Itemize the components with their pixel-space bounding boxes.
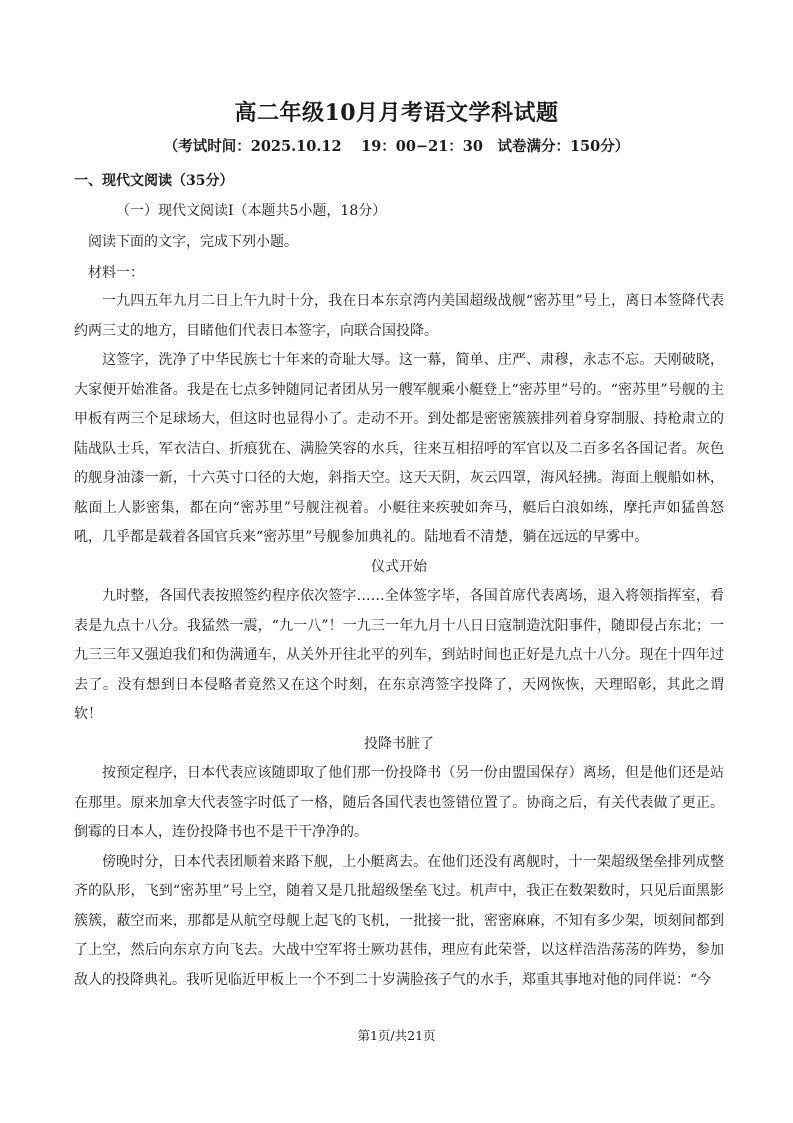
sub-section-heading: （一）现代文阅读Ⅰ（本题共5小题，18分） (116, 203, 387, 219)
passage-paragraph-3: 九时整，各国代表按照签约程序依次签字……全体签字毕，各国首席代表离场，退入将领指挥室，看表是九点十八分。我猛然一震，“九一八”！一九三一年九月十八日日寇制造沈阳事件，随即侵占东北；一九三三年又强迫我们和伪满通车，从关外开往北平的列车，到站时间也正好是九点十八分。现在十四年过去了。没有想到日本侵略者竟然又在这个时刻，在东京湾签字投降了，天网恢恢，天理昭彰，其此之谓软！ (74, 588, 724, 722)
passage-body (74, 287, 724, 995)
material-label: 材料一： (88, 265, 144, 281)
passage-paragraph-4: 按预定程序，日本代表应该随即取了他们那一份投降书（另一份由盟国保存）离场，但是他们还是站在那里。原来加拿大代表签字时低了一格，随后各国代表也签错位置了。协商之后，有关代表做了更正。倒霉的日本人，连份投降书也不是干干净净的。 (74, 765, 724, 840)
exam-title: 高二年级10月月考语文学科试题 (234, 100, 559, 126)
passage-subheading-surrender-doc: 投降书脏了 (364, 735, 434, 752)
section-heading: 一、现代文阅读（35分） (74, 173, 234, 189)
passage-paragraph-5: 傍晚时分，日本代表团顺着来路下舰，上小艇离去。在他们还没有离舰时，十一架超级堡垒排列成整齐的队形，飞到“密苏里”号上空，随着又是几批超级堡垒飞过。机声中，我正在数架数时，只见后面黑影簇簇，蔽空而来，那都是从航空母舰上起飞的飞机，一批接一批，密密麻麻，不知有多少架，顷刻间都到了上空，然后向东京方向飞去。大战中空军将士厥功甚伟，理应有此荣誉，以这样浩浩荡荡的阵势，参加敌人的投降典礼。我听见临近甲板上一个不到二十岁满脸孩子气的水手，郑重其事地对他的同伴说：“今 (74, 853, 724, 988)
passage-subheading-ceremony: 仪式开始 (371, 558, 427, 575)
exam-subtitle: （考试时间：2025.10.12 19：00−21：30 试卷满分：150分） (163, 138, 630, 155)
passage-paragraph-1: 一九四五年九月二日上午九时十分，我在日本东京湾内美国超级战舰“密苏里”号上，离日本签降代表约两三丈的地方，目睹他们代表日本签字，向联合国投降。 (74, 293, 724, 339)
passage-paragraph-2: 这签字，洗净了中华民族七十年来的奇耻大辱。这一幕，简单、庄严、肃穆，永志不忘。天刚破晓，大家便开始准备。我是在七点多钟随同记者团从另一艘军舰乘小艇登上“密苏里”号的。“密苏里”号舰的主甲板有两三个足球场大，但这时也显得小了。走动不开。到处都是密密簇簇排列着身穿制服、持枪肃立的陆战队士兵，军衣洁白、折痕犹在、满脸笑容的水兵，往来互相招呼的军官以及二百多名各国记者。灰色的舰身油漆一新，十六英寸口径的大炮，斜指天空。这天天阴，灰云四罩，海风轻拂。海面上舰船如林，舷面上人影密集，都在向“密苏里”号舰注视着。小艇往来疾驶如奔马，艇后白浪如练，摩托声如猛兽怒吼，几乎都是载着各国官兵来“密苏里”号舰参加典礼的。陆地看不清楚，躺在远远的早雾中。 (74, 352, 724, 545)
page-number: 第1页/共21页 (357, 1028, 436, 1043)
reading-instruction: 阅读下面的文字，完成下列小题。 (88, 234, 298, 250)
